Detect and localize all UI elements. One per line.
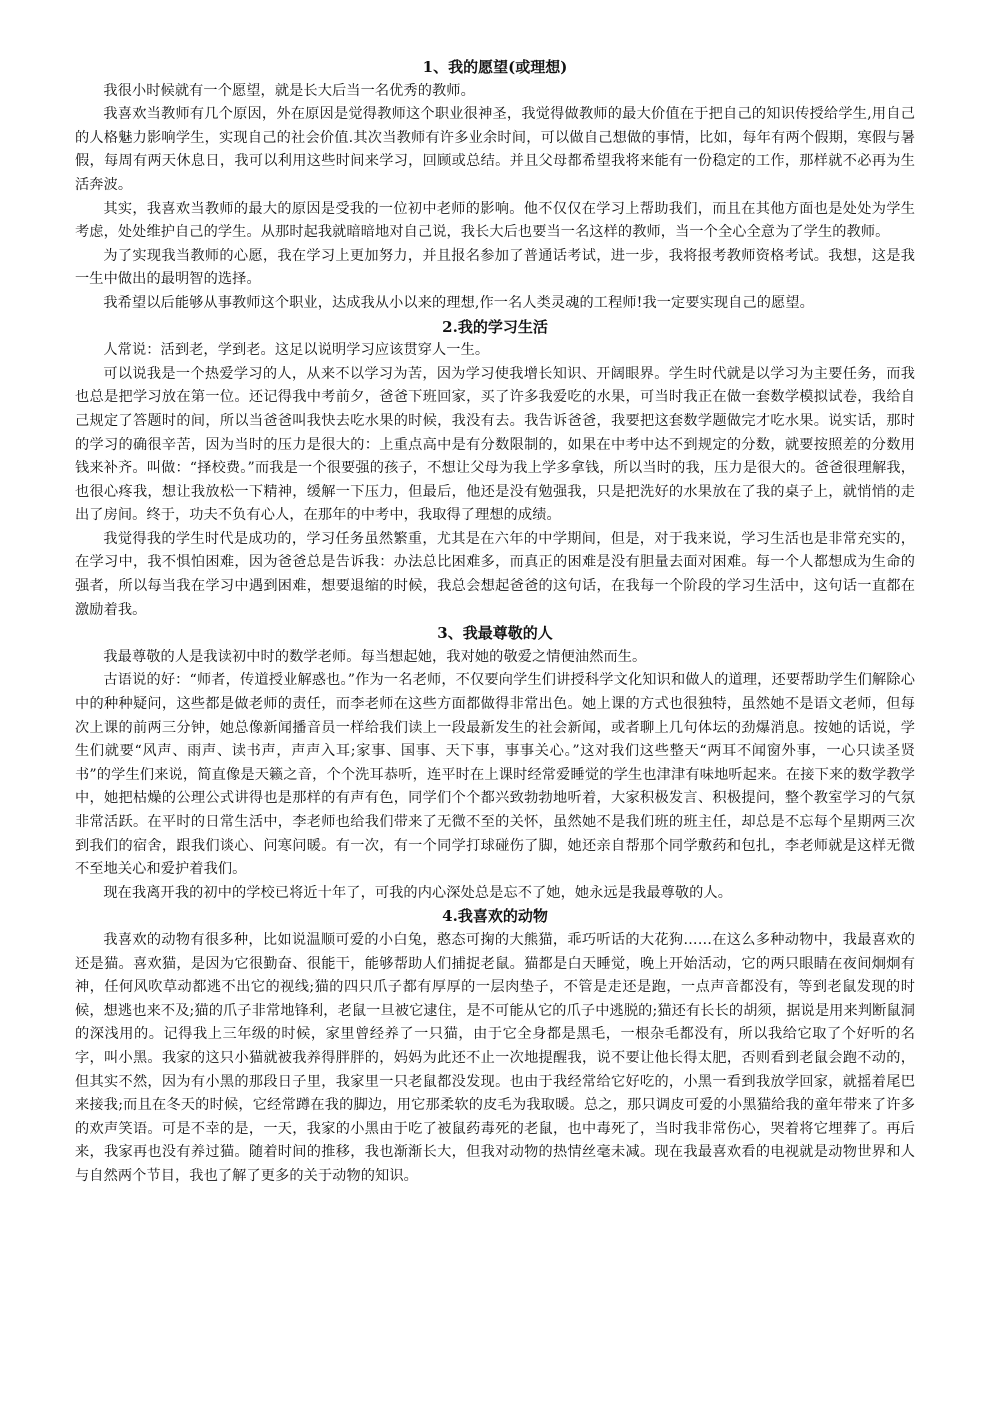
essay-my-wish bbox=[75, 56, 915, 316]
essay-paragraph: 现在我离开我的初中的学校已将近十年了，可我的内心深处总是忘不了她，她永远是我最尊敬的人。 bbox=[103, 884, 733, 901]
essay-paragraph: 我喜欢当教师有几个原因，外在原因是觉得教师这个职业很神圣，我觉得做教师的最大价值在于把自己的知识传授给学生,用自己的人格魅力影响学生，实现自己的社会价值.其次当教师有许多业余时间，可以做自己想做的事情，比如，每年有两个假期，寒假与暑假，每周有两天休息日，我可以利用这些时间来学习，回顾或总结。并且父母都希望我将来能有一份稳定的工作，那样就不必再为生活奔波。 bbox=[75, 106, 915, 193]
essay-favorite-animal bbox=[75, 905, 915, 1188]
essay-title: 1、我的愿望(或理想) bbox=[422, 58, 568, 76]
essay-most-respected-person bbox=[75, 622, 915, 905]
essay-title: 3、我最尊敬的人 bbox=[437, 624, 553, 643]
essay-paragraph: 可以说我是一个热爱学习的人，从来不以学习为苦，因为学习使我增长知识、开阔眼界。学生时代就是以学习为主要任务，而我也总是把学习放在第一位。还记得我中考前夕，爸爸下班回家，买了许多我爱吃的水果，可当时我正在做一套数学模拟试卷，我给自己规定了答题时的间，所以当爸爸叫我快去吃水果的时候，我没有去。我告诉爸爸，我要把这套数学题做完才吃水果。说实话，那时的学习的确很辛苦，因为当时的压力是很大的：上重点高中是有分数限制的，如果在中考中达不到规定的分数，就要按照差的分数用钱来补齐。叫做：“择校费。”而我是一个很要强的孩子，不想让父母为我上学多拿钱，所以当时的我，压力是很大的。爸爸很理解我，也很心疼我，想让我放松一下精神，缓解一下压力，但最后，他还是没有勉强我，只是把洗好的水果放在了我的桌子上，就悄悄的走出了房间。终于，功夫不负有心人，在那年的中考中，我取得了理想的成绩。 bbox=[75, 365, 915, 524]
essay-paragraph: 其实，我喜欢当教师的最大的原因是受我的一位初中老师的影响。他不仅仅在学习上帮助我们，而且在其他方面也是处处为学生考虑，处处维护自己的学生。从那时起我就暗暗地对自己说，我长大后也要当一名这样的教师，当一个全心全意为了学生的教师。 bbox=[75, 200, 915, 241]
essay-paragraph: 我喜欢的动物有很多种，比如说温顺可爱的小白兔，憨态可掬的大熊猫，乖巧听话的大花狗……在这么多种动物中，我最喜欢的还是猫。喜欢猫，是因为它很勤奋、很能干，能够帮助人们捕捉老鼠。猫都是白天睡觉，晚上开始活动，它的两只眼睛在夜间炯炯有神，任何风吹草动都逃不出它的视线;猫的四只爪子都有厚厚的一层肉垫子，不管是走还是跑，一点声音都没有，等到老鼠发现的时候，想逃也来不及;猫的爪子非常地锋利，老鼠一旦被它逮住，是不可能从它的爪子中逃脱的;猫还有长长的胡须，据说是用来判断鼠洞的深浅用的。记得我上三年级的时候，家里曾经养了一只猫，由于它全身都是黑毛，一根杂毛都没有，所以我给它取了个好听的名字，叫小黑。我家的这只小猫就被我养得胖胖的，妈妈为此还不止一次地提醒我，说不要让他长得太肥，否则看到老鼠会跑不动的，但其实不然，因为有小黑的那段日子里，我家里一只老鼠都没发现。也由于我经常给它好吃的，小黑一看到我放学回家，就摇着尾巴来接我;而且在冬天的时候，它经常蹲在我的脚边，用它那柔软的皮毛为我取暖。总之，那只调皮可爱的小黑猫给我的童年带来了许多的欢声笑语。可是不幸的是，一天，我家的小黑由于吃了被鼠药毒死的老鼠，也中毒死了，当时我非常伤心，哭着将它埋葬了。再后来，我家再也没有养过猫。随着时间的推移，我也渐渐长大，但我对动物的热情丝毫未减。现在我最喜欢看的电视就是动物世界和人与自然两个节目，我也了解了更多的关于动物的知识。 bbox=[75, 931, 915, 1184]
essay-paragraph: 我觉得我的学生时代是成功的，学习任务虽然繁重，尤其是在六年的中学期间，但是，对于我来说，学习生活也是非常充实的，在学习中，我不惧怕困难，因为爸爸总是告诉我：办法总比困难多，而真正的困难是没有胆量去面对困难。每一个人都想成为生命的强者，所以每当我在学习中遇到困难，想要退缩的时候，我总会想起爸爸的这句话，在我每一个阶段的学习生活中，这句话一直都在激励着我。 bbox=[75, 530, 915, 618]
essay-paragraph: 我最尊敬的人是我读初中时的数学老师。每当想起她，我对她的敬爱之情便油然而生。 bbox=[103, 648, 647, 665]
essay-paragraph: 古语说的好：“师者，传道授业解惑也。”作为一名老师，不仅要向学生们讲授科学文化知识和做人的道理，还要帮助学生们解除心中的种种疑问，这些都是做老师的责任，而李老师在这些方面都做得非常出色。她上课的方式也很独特，虽然她不是语文老师，但每次上课的前两三分钟，她总像新闻播音员一样给我们读上一段最新发生的社会新闻，或者聊上几句体坛的劲爆消息。按她的话说，学生们就要“风声、雨声、读书声，声声入耳;家事、国事、天下事，事事关心。”这对我们这些整天“两耳不闻窗外事，一心只读圣贤书”的学生们来说，简直像是天籁之音，个个洗耳恭听，连平时在上课时经常爱睡觉的学生也津津有味地听起来。在接下来的数学教学中，她把枯燥的公理公式讲得也是那样的有声有色，同学们个个都兴致勃勃地听着，大家积极发言、积极提问，整个教室学习的气氛非常活跃。在平时的日常生活中，李老师也给我们带来了无微不至的关怀，虽然她不是我们班的班主任，却总是不忘每个星期两三次到我们的宿舍，跟我们谈心、问寒问暖。有一次，有一个同学打球碰伤了脚，她还亲自帮那个同学敷药和包扎，李老师就是这样无微不至地关心和爱护着我们。 bbox=[75, 672, 915, 878]
essay-paragraph: 为了实现我当教师的心愿，我在学习上更加努力，并且报名参加了普通话考试，进一步，我将报考教师资格考试。我想，这是我一生中做出的最明智的选择。 bbox=[75, 247, 915, 288]
essay-my-study-life bbox=[75, 316, 915, 623]
essay-paragraph: 人常说：活到老，学到老。这足以说明学习应该贯穿人一生。 bbox=[103, 342, 490, 359]
essay-title: 2.我的学习生活 bbox=[442, 317, 548, 336]
essay-paragraph: 我希望以后能够从事教师这个职业，达成我从小以来的理想,作一名人类灵魂的工程师!我一定要实现自己的愿望。 bbox=[103, 294, 814, 311]
essay-paragraph: 我很小时候就有一个愿望，就是长大后当一名优秀的教师。 bbox=[103, 82, 475, 99]
essay-title: 4.我喜欢的动物 bbox=[442, 907, 548, 926]
